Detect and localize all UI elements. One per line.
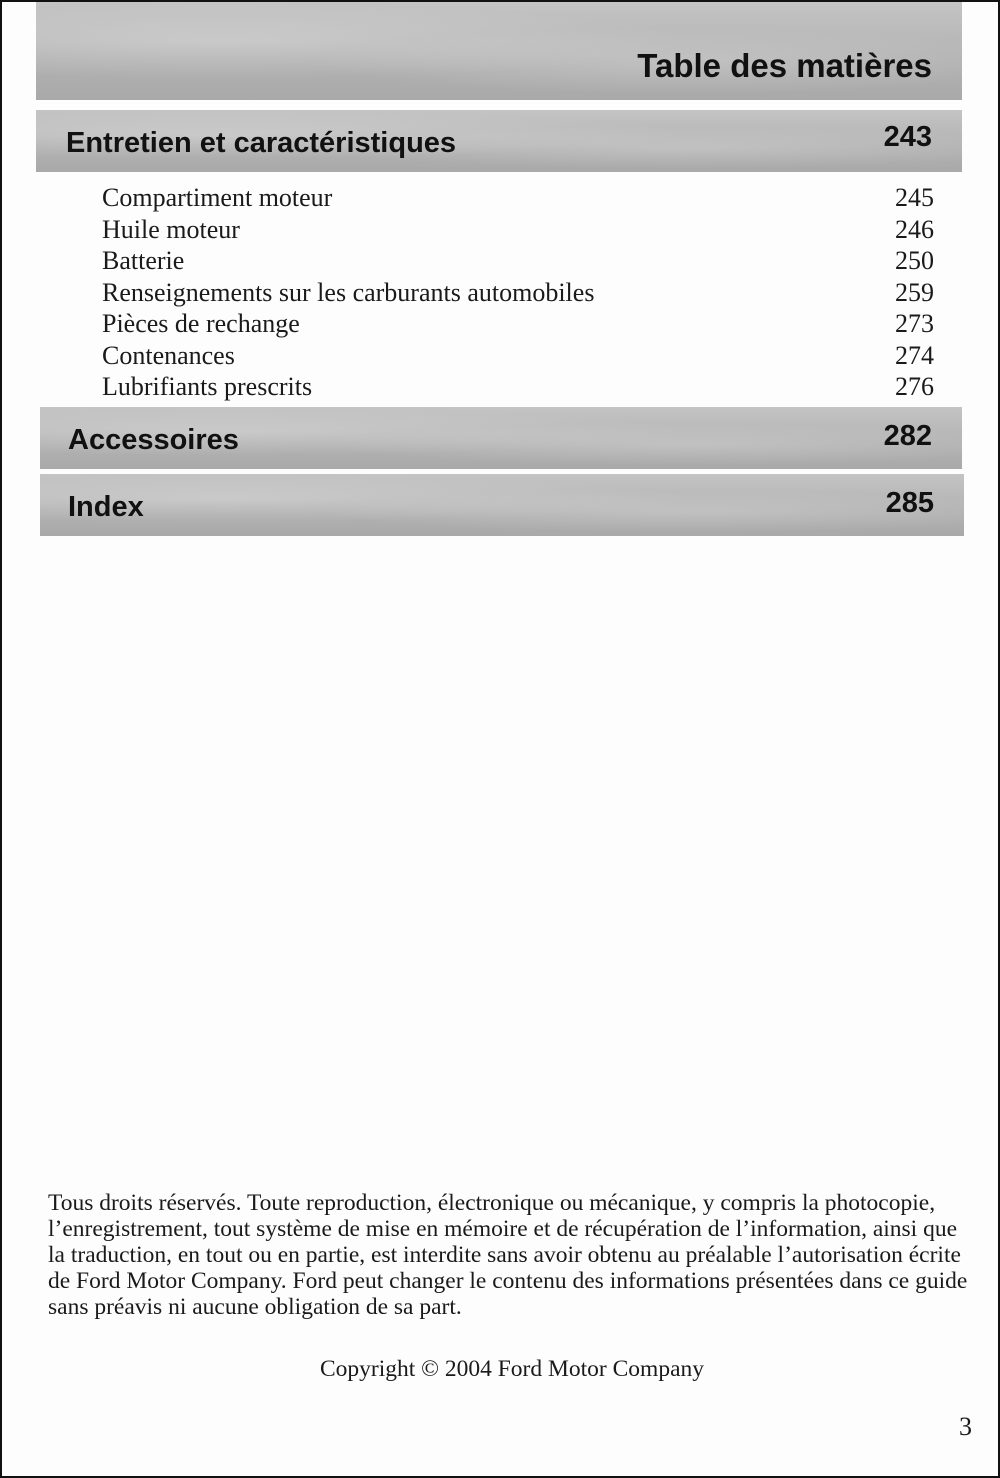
toc-entry-page: 273 xyxy=(895,309,934,338)
toc-entry[interactable] xyxy=(102,308,934,340)
toc-entry-page: 245 xyxy=(895,183,934,212)
toc-entry-label: Pièces de rechange xyxy=(102,309,300,338)
toc-entry-label: Huile moteur xyxy=(102,214,240,244)
toc-entry[interactable] xyxy=(102,371,934,403)
toc-entries-list xyxy=(102,182,934,403)
title-banner xyxy=(36,2,962,100)
toc-entry[interactable] xyxy=(102,277,934,309)
copyright-line: Copyright © 2004 Ford Motor Company xyxy=(319,1356,705,1382)
toc-entry-page: 274 xyxy=(895,340,934,370)
page-title: Table des matières xyxy=(637,47,932,84)
toc-entry-label: Renseignements sur les carburants automobiles xyxy=(102,277,595,307)
section-heading-page: 243 xyxy=(883,121,932,153)
section-heading-index[interactable] xyxy=(40,474,964,536)
toc-entry[interactable] xyxy=(102,214,934,246)
toc-entry[interactable] xyxy=(102,245,934,277)
toc-entry[interactable] xyxy=(102,182,934,214)
toc-entry[interactable] xyxy=(102,340,934,372)
toc-entry-page: 259 xyxy=(895,277,934,307)
toc-entry-label: Compartiment moteur xyxy=(102,183,333,212)
toc-entry-page: 250 xyxy=(895,246,934,275)
rights-notice: Tous droits réservés. Toute reproduction, électronique ou mécanique, y compris la photocopie, l’enregistrement, tout système de mise en mémoire et de récupération de l’information, ainsi que la traduction, en tout ou en partie, est interdite sans avoir obtenu au préalable l’autorisation écrite de Ford Motor Company. Ford peut changer le contenu des informations présentées dans ce guide sans préavis ni aucune obligation de sa part. xyxy=(48,1190,968,1320)
toc-entry-page: 276 xyxy=(895,372,934,401)
section-heading-entretien[interactable] xyxy=(36,110,962,172)
toc-entry-label: Batterie xyxy=(102,246,185,275)
section-heading-label: Accessoires xyxy=(68,424,239,456)
section-heading-page: 282 xyxy=(883,420,932,452)
section-heading-label: Entretien et caractéristiques xyxy=(66,127,457,159)
page-number: 3 xyxy=(959,1412,972,1441)
section-heading-page: 285 xyxy=(885,487,934,519)
section-heading-label: Index xyxy=(68,491,144,523)
toc-entry-page: 246 xyxy=(895,214,934,244)
toc-entry-label: Contenances xyxy=(102,340,235,370)
toc-entry-label: Lubrifiants prescrits xyxy=(102,372,313,401)
section-heading-accessoires[interactable] xyxy=(40,407,962,469)
